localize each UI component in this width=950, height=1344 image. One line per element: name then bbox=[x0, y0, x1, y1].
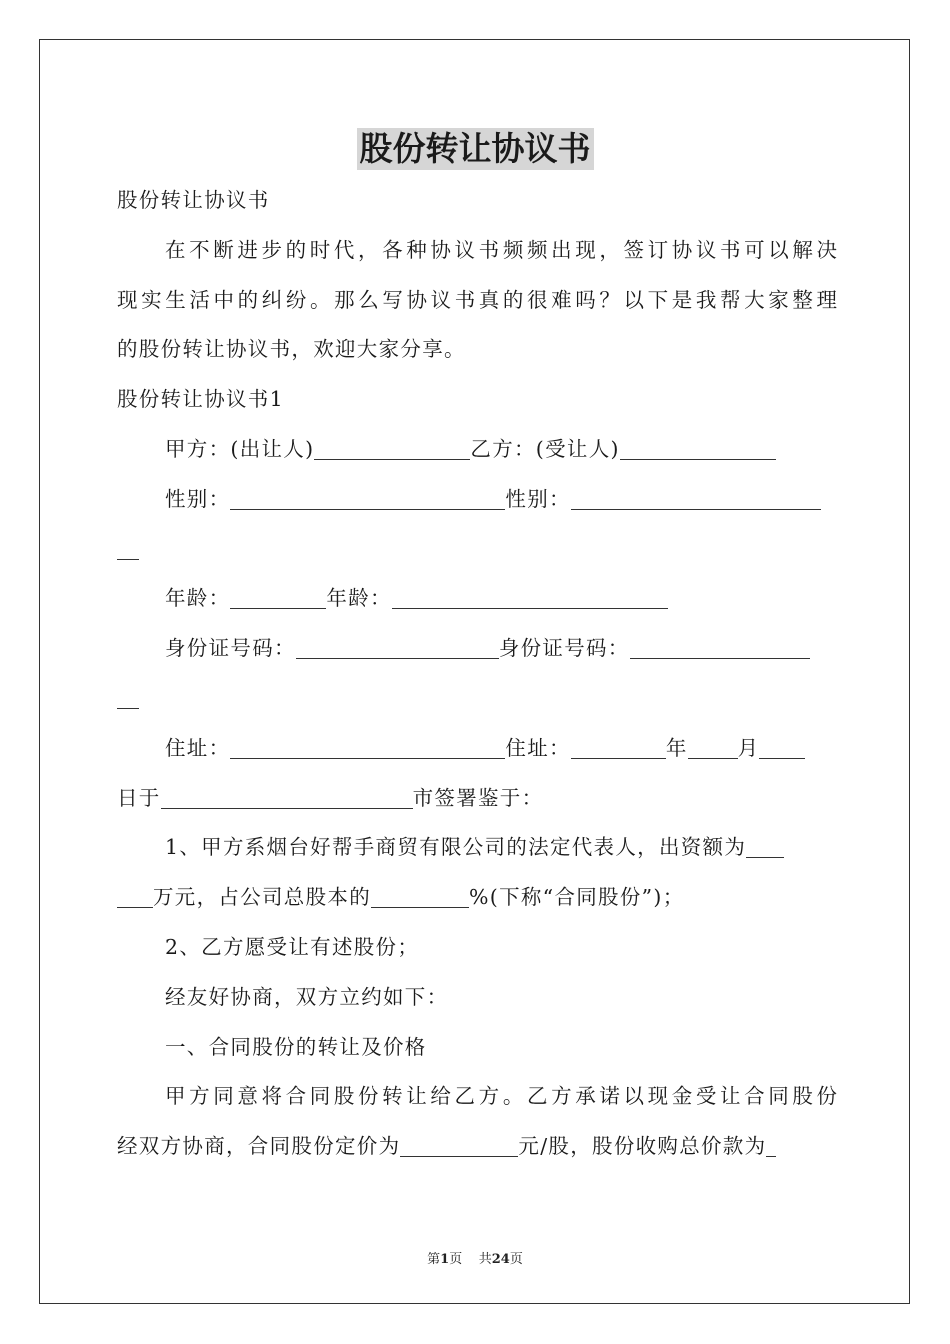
intro-line-2: 现实生活中的纠纷。那么写协议书真的很难吗？以下是我帮大家整理 bbox=[117, 287, 837, 312]
day-at-label: 日于 bbox=[117, 785, 161, 810]
total-pages: 24 bbox=[491, 1252, 510, 1267]
page-footer bbox=[0, 1248, 950, 1267]
paragraph-2 bbox=[117, 1122, 837, 1172]
party-b-label: 乙方：(受让人) bbox=[470, 436, 620, 461]
address-label-b: 住址： bbox=[505, 735, 571, 760]
id-label-b: 身份证号码： bbox=[498, 636, 630, 661]
paragraph-1: 甲方同意将合同股份转让给乙方。乙方承诺以现金受让合同股份 bbox=[165, 1084, 837, 1109]
age-a-blank bbox=[230, 584, 326, 609]
day-blank bbox=[759, 734, 805, 759]
parties-line bbox=[117, 425, 837, 475]
total-prefix: 共 bbox=[478, 1252, 492, 1267]
id-wrap-line bbox=[117, 674, 837, 724]
document-subtitle: 股份转让协议书 bbox=[117, 188, 270, 212]
page-number: 1 bbox=[440, 1252, 450, 1267]
age-label-b: 年龄： bbox=[326, 586, 392, 611]
clause-1-capital-text: 万元，占公司总股本的 bbox=[153, 885, 371, 910]
clause-2: 2、乙方愿受让有述股份； bbox=[165, 934, 420, 959]
section-title: 股份转让协议书1 bbox=[117, 387, 284, 412]
clause-1-text: 1、甲方系烟台好帮手商贸有限公司的法定代表人，出资额为 bbox=[165, 835, 747, 860]
capital-wrap-blank bbox=[117, 883, 153, 908]
id-line bbox=[117, 624, 837, 674]
percent-blank bbox=[371, 883, 469, 908]
total-suffix: 页 bbox=[509, 1252, 523, 1267]
year-blank bbox=[571, 734, 666, 759]
gender-label-b: 性别： bbox=[505, 486, 571, 511]
gender-a-blank bbox=[230, 485, 505, 510]
price-blank bbox=[400, 1132, 518, 1157]
id-a-blank bbox=[296, 634, 499, 659]
id-label-a: 身份证号码： bbox=[165, 636, 296, 661]
total-price-text: 元/股，股份收购总价款为 bbox=[518, 1134, 767, 1159]
id-b-blank bbox=[630, 634, 810, 659]
capital-blank bbox=[746, 833, 784, 858]
age-line bbox=[117, 574, 837, 624]
gender-b-blank bbox=[571, 485, 821, 510]
year-label: 年 bbox=[665, 735, 688, 760]
price-text: 经双方协商，合同股份定价为 bbox=[117, 1134, 401, 1159]
heading-1: 一、合同股份的转让及价格 bbox=[165, 1034, 427, 1059]
city-blank bbox=[161, 784, 413, 809]
signing-line bbox=[117, 774, 837, 824]
gender-wrap-line bbox=[117, 525, 837, 575]
document-body bbox=[117, 176, 837, 1172]
page-suffix: 页 bbox=[449, 1252, 463, 1267]
intro-line-1: 在不断进步的时代，各种协议书频频出现，签订协议书可以解决 bbox=[165, 237, 837, 262]
agreement-line: 经友好协商，双方立约如下： bbox=[165, 984, 449, 1009]
gender-wrap-blank bbox=[117, 535, 139, 560]
total-price-blank bbox=[766, 1132, 776, 1157]
gender-line bbox=[117, 475, 837, 525]
age-label-a: 年龄： bbox=[165, 586, 231, 611]
address-label-a: 住址： bbox=[165, 735, 231, 760]
document-title: 股份转让协议书 bbox=[357, 128, 594, 170]
id-wrap-blank bbox=[117, 684, 139, 709]
age-b-blank bbox=[392, 584, 668, 609]
clause-1-line-2 bbox=[117, 873, 837, 923]
party-a-blank bbox=[314, 435, 470, 460]
address-a-blank bbox=[230, 734, 505, 759]
month-label: 月 bbox=[737, 735, 760, 760]
party-b-blank bbox=[620, 435, 776, 460]
month-blank bbox=[688, 734, 738, 759]
page-prefix: 第 bbox=[427, 1252, 441, 1267]
intro-line-3: 的股份转让协议书，欢迎大家分享。 bbox=[117, 337, 466, 362]
city-signed-label: 市签署鉴于： bbox=[412, 785, 544, 810]
clause-1-percent-text: %(下称“合同股份”)； bbox=[469, 885, 685, 910]
address-line bbox=[117, 724, 837, 774]
gender-label-a: 性别： bbox=[165, 486, 231, 511]
clause-1-line-1 bbox=[117, 823, 837, 873]
party-a-label: 甲方：(出让人) bbox=[165, 436, 315, 461]
